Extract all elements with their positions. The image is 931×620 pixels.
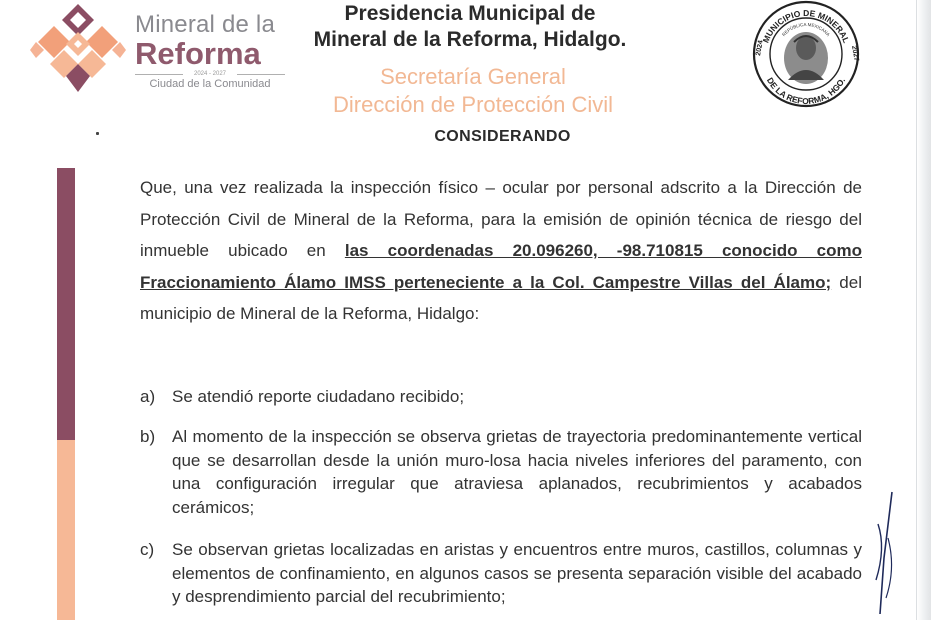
seal-inner-text: REPÚBLICA MEXICANA	[781, 21, 831, 38]
header-line2: Mineral de la Reforma, Hidalgo.	[313, 28, 627, 51]
paragraph-location: las coordenadas 20.096260, -98.710815 conocido como Fraccionamiento Álamo IMSS perteneciente a la Col. Campestre Villas del Álamo;	[140, 241, 862, 292]
municipal-logo-icon	[30, 2, 126, 94]
header-line1: Presidencia Municipal de	[344, 2, 596, 25]
seal-top-text: MUNICIPIO DE MINERAL	[760, 7, 852, 45]
paragraph-outro: del municipio de Mineral de la Reforma, Hidalgo:	[140, 272, 862, 323]
brand-block	[135, 12, 285, 90]
scan-speck	[96, 132, 99, 135]
document-header	[290, 1, 650, 53]
list-item	[140, 425, 862, 519]
decorative-bar-maroon	[57, 168, 75, 440]
department-line1: Secretaría General	[380, 64, 566, 89]
seal-bottom-text: DE LA REFORMA, HGO.	[764, 75, 848, 107]
paragraph-intro: Que, una vez realizada la inspección físico – ocular por personal adscrito a la Dirección de Protección Civil de Mineral de la Reforma, para la emisión de opinión técnica de riesgo del inmueble ubicado en	[140, 178, 862, 260]
list-item	[140, 538, 862, 609]
page-edge	[916, 0, 931, 620]
department-header	[268, 63, 678, 119]
item-marker: a)	[140, 387, 156, 406]
department-line2: Dirección de Protección Civil	[333, 92, 613, 117]
section-title: CONSIDERANDO	[434, 128, 571, 145]
seal-year-right: 2027	[850, 45, 860, 62]
brand-name-line1: Mineral de la	[135, 11, 276, 38]
seal-year-left: 2024	[755, 39, 765, 57]
list-item	[140, 385, 862, 409]
considerando-paragraph	[140, 172, 862, 330]
brand-years: 2024 - 2027	[135, 71, 285, 77]
item-marker: b)	[140, 427, 156, 446]
item-text: Se observan grietas localizadas en aristas y encuentros entre muros, castillos, columnas y elementos de confinamiento, en algunos casos se presenta separación visible del acabado y desprendimiento parcial del recubrimiento;	[172, 540, 862, 606]
seal-portrait	[784, 32, 828, 84]
signature-mark	[866, 488, 906, 620]
decorative-bar-peach	[57, 440, 75, 620]
item-text: Se atendió reporte ciudadano recibido;	[172, 387, 465, 406]
brand-tagline: Ciudad de la Comunidad	[149, 78, 271, 90]
item-text: Al momento de la inspección se observa grietas de trayectoria predominantemente vertical que se desarrollan desde la unión muro-losa hacia niveles inferiores del paramento, con una configuración irregular que atraviesa aplanados, recubrimientos y acabados cerámicos;	[172, 427, 862, 517]
item-marker: c)	[140, 540, 155, 559]
brand-name-line2: Reforma	[135, 36, 261, 71]
municipal-seal-icon	[748, 0, 864, 110]
